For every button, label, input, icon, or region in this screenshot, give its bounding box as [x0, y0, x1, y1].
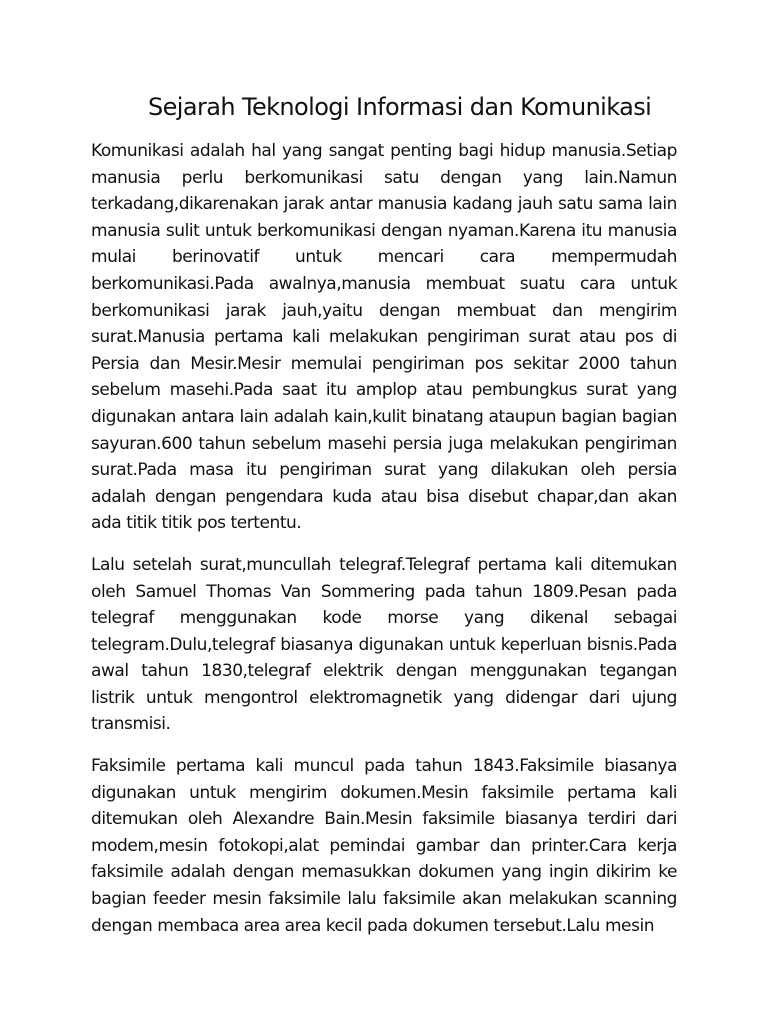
paragraph-2: Lalu setelah surat,muncullah telegraf.Telegraf pertama kali ditemukan oleh Samuel Thomas Van Sommering pada tahun 1809.Pesan pada telegraf menggunakan kode morse yang dikenal sebagai telegram.Dulu,telegraf biasanya digunakan untuk keperluan bisnis.Pada awal tahun 1830,telegraf elektrik dengan menggunakan tegangan listrik untuk mengontrol elektromagnetik yang didengar dari ujung transmisi.: [91, 554, 677, 735]
document-title: Sejarah Teknologi Informasi dan Komunikasi: [148, 93, 652, 121]
document-body: [91, 138, 677, 954]
paragraph-1: Komunikasi adalah hal yang sangat penting bagi hidup manusia.Setiap manusia perlu berkomunikasi satu dengan yang lain.Namun terkadang,dikarenakan jarak antar manusia kadang jauh satu sama lain manusia sulit untuk berkomunikasi dengan nyaman.Karena itu manusia mulai berinovatif untuk mencari cara mempermudah berkomunikasi.Pada awalnya,manusia membuat suatu cara untuk berkomunikasi jarak jauh,yaitu dengan membuat dan mengirim surat.Manusia pertama kali melakukan pengiriman surat atau pos di Persia dan Mesir.Mesir memulai pengiriman pos sekitar 2000 tahun sebelum masehi.Pada saat itu amplop atau pembungkus surat yang digunakan antara lain adalah kain,kulit binatang ataupun bagian bagian sayuran.600 tahun sebelum masehi persia juga melakukan pengiriman surat.Pada masa itu pengiriman surat yang dilakukan oleh persia adalah dengan pengendara kuda atau bisa disebut chapar,dan akan ada titik titik pos tertentu.: [91, 141, 677, 534]
paragraph-3: Faksimile pertama kali muncul pada tahun 1843.Faksimile biasanya digunakan untuk mengirim dokumen.Mesin faksimile pertama kali ditemukan oleh Alexandre Bain.Mesin faksimile biasanya terdiri dari modem,mesin fotokopi,alat pemindai gambar dan printer.Cara kerja faksimile adalah dengan memasukkan dokumen yang ingin dikirim ke bagian feeder mesin faksimile lalu faksimile akan melakukan scanning dengan membaca area area kecil pada dokumen tersebut.Lalu mesin: [91, 756, 677, 936]
